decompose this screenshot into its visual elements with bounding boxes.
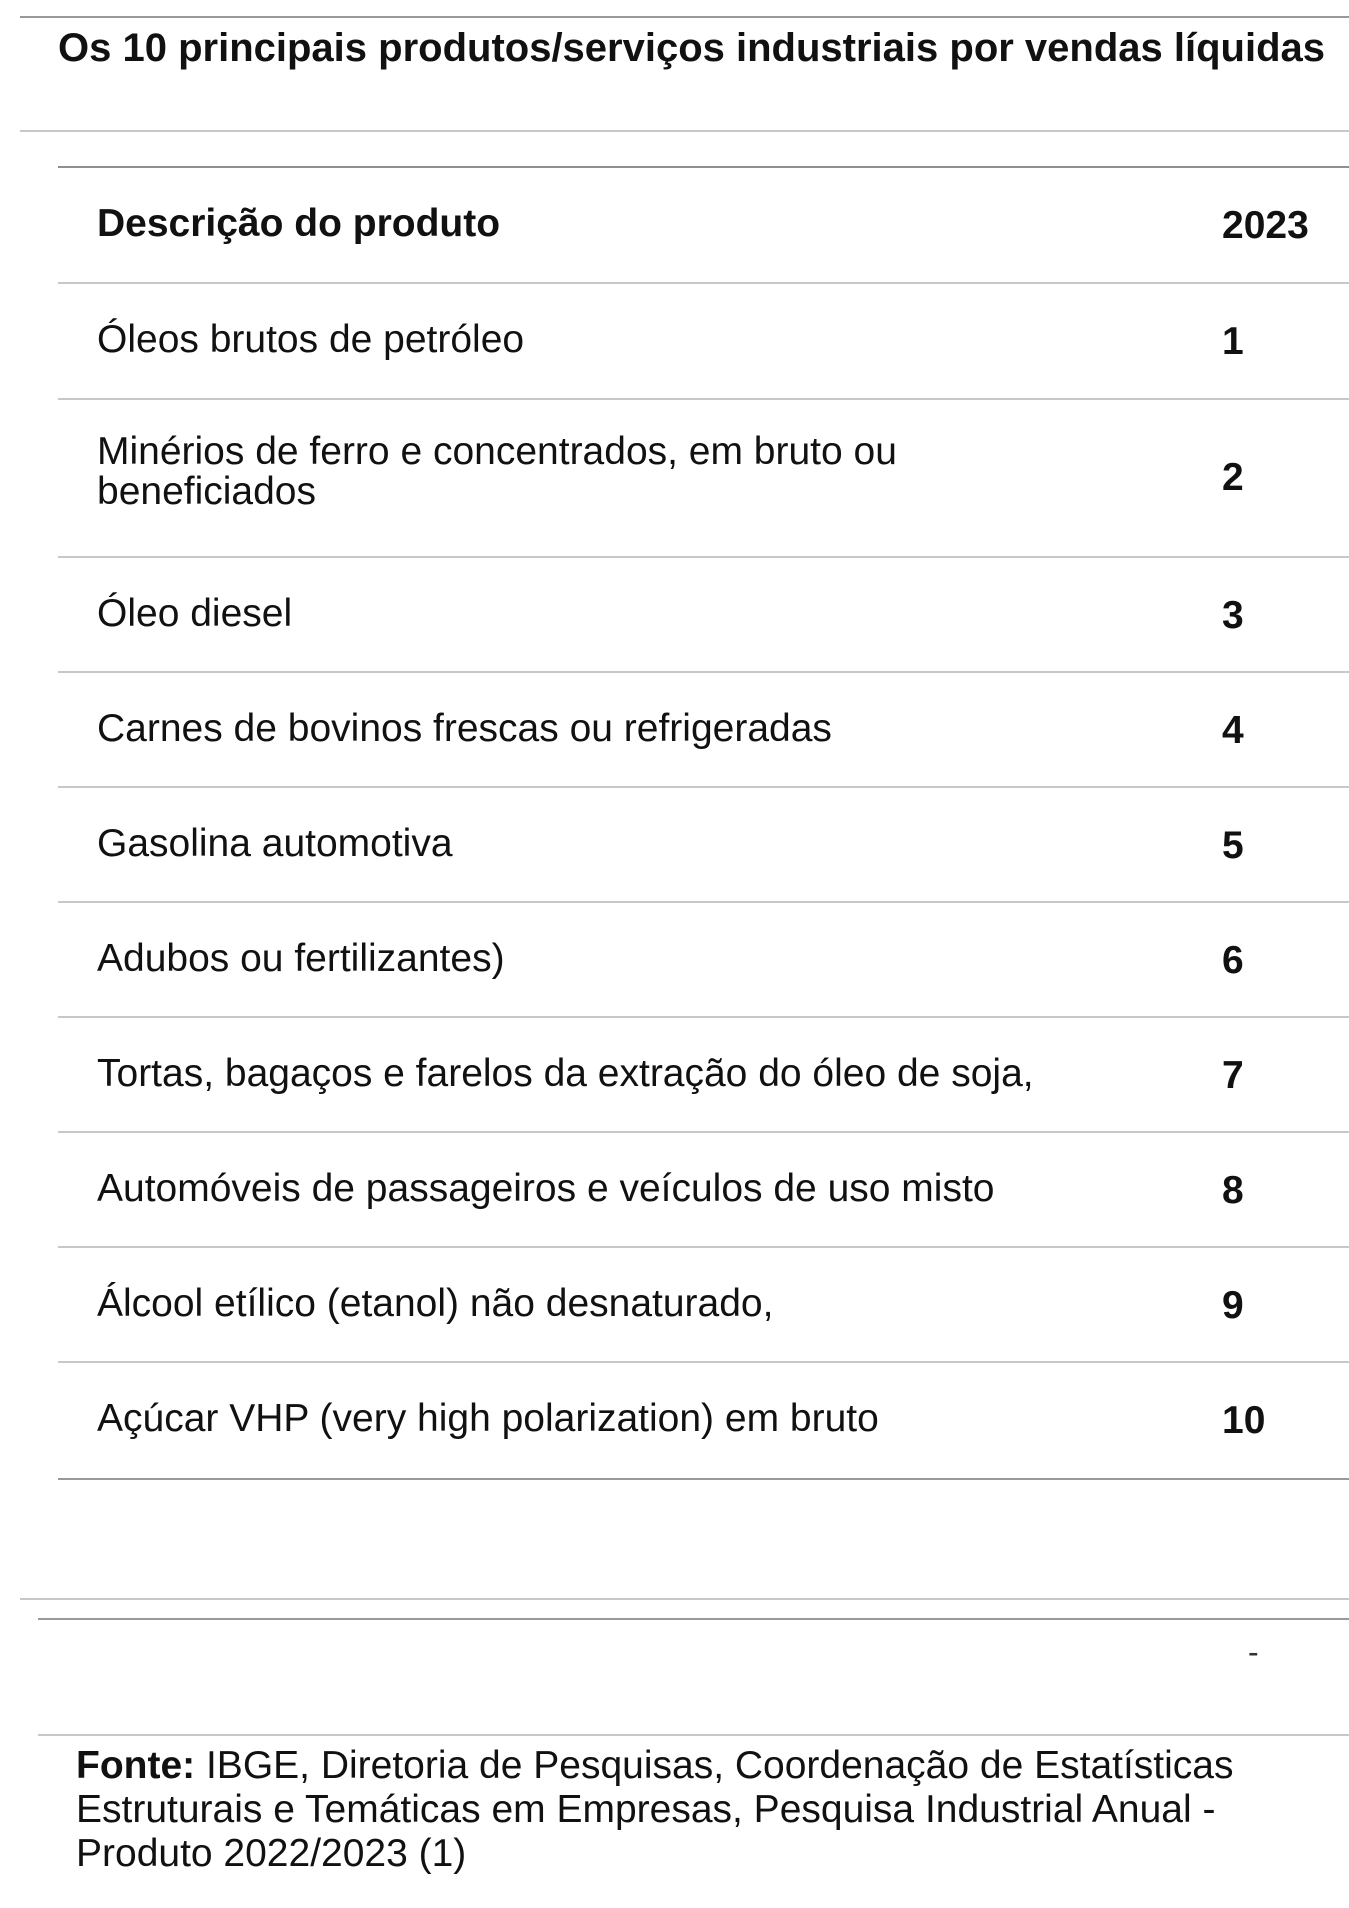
source-note — [76, 1744, 1306, 1876]
title-rule — [20, 130, 1349, 132]
table-header-row — [58, 170, 1349, 282]
table-top-rule — [58, 166, 1349, 168]
product-description: Carnes de bovinos frescas ou refrigeradas — [97, 707, 832, 750]
column-header-year: 2023 — [1222, 204, 1309, 247]
product-description: Adubos ou fertilizantes) — [97, 937, 505, 980]
product-rank: 10 — [1222, 1399, 1266, 1442]
table-row — [58, 788, 1349, 900]
table-row — [58, 673, 1349, 785]
table-row — [58, 1018, 1349, 1130]
product-description: Gasolina automotiva — [97, 822, 453, 865]
product-description: Álcool etílico (etanol) não desnaturado, — [97, 1282, 774, 1325]
table-row — [58, 1133, 1349, 1245]
column-header-description: Descrição do produto — [97, 202, 501, 245]
page-title: Os 10 principais produtos/serviços industriais por vendas líquidas — [58, 26, 1326, 70]
product-rank: 4 — [1222, 709, 1244, 752]
top-rule — [20, 16, 1349, 18]
product-rank: 7 — [1222, 1054, 1244, 1097]
product-description: Automóveis de passageiros e veículos de uso misto — [97, 1167, 995, 1210]
product-rank: 9 — [1222, 1284, 1244, 1327]
product-rank: 3 — [1222, 594, 1244, 637]
footer-rule — [20, 1598, 1349, 1600]
table-bottom-rule — [58, 1478, 1349, 1480]
footer-dash: - — [1248, 1634, 1259, 1670]
table-row — [58, 1248, 1349, 1360]
product-rank: 1 — [1222, 320, 1244, 363]
product-description: Açúcar VHP (very high polarization) em bruto — [97, 1397, 879, 1440]
footer-rule — [38, 1618, 1349, 1620]
source-text: IBGE, Diretoria de Pesquisas, Coordenação de Estatísticas Estruturais e Temáticas em Empresas, Pesquisa Industrial Anual - Produto 2022/2023 (1) — [76, 1744, 1234, 1875]
product-description: Óleos brutos de petróleo — [97, 318, 525, 361]
product-description: Minérios de ferro e concentrados, em bruto ou beneficiados — [97, 430, 897, 513]
source-rule — [38, 1734, 1349, 1736]
source-label: Fonte: — [76, 1744, 196, 1787]
table-row — [58, 903, 1349, 1015]
product-description: Óleo diesel — [97, 592, 293, 635]
product-rank: 2 — [1222, 456, 1244, 499]
product-rank: 5 — [1222, 824, 1244, 867]
table-row — [58, 400, 1349, 556]
product-rank: 6 — [1222, 939, 1244, 982]
table-row — [58, 1363, 1349, 1475]
product-description: Tortas, bagaços e farelos da extração do óleo de soja, — [97, 1052, 1034, 1095]
product-rank: 8 — [1222, 1169, 1244, 1212]
table-row — [58, 558, 1349, 670]
table-row — [58, 284, 1349, 396]
